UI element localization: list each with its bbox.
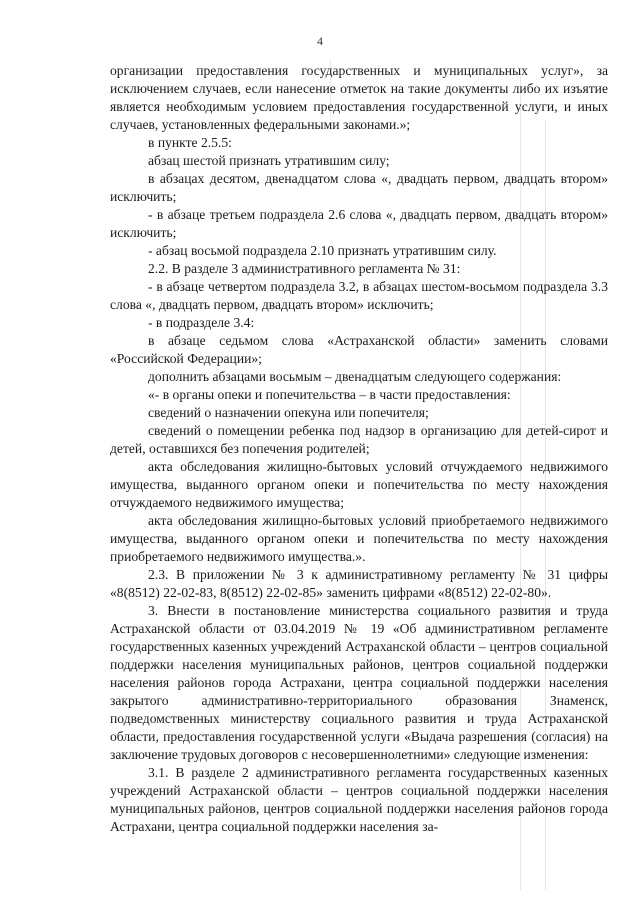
- paragraph: 3.1. В разделе 2 административного регламента государственных казенных учреждений Астраханской области – центров социальной поддержки населения муниципальных районов, центров социальной поддержки населения районов города Астрахани, центра социальной поддержки населения за-: [110, 765, 608, 834]
- paragraph: 2.2. В разделе 3 административного регламента № 31:: [148, 261, 461, 276]
- paragraph: - в подразделе 3.4:: [148, 315, 255, 330]
- paragraph: акта обследования жилищно-бытовых условий отчуждаемого недвижимого имущества, выданного органом опеки и попечительства по месту нахождения отчуждаемого недвижимого имущества;: [110, 459, 608, 510]
- paragraph: в абзаце седьмом слова «Астраханской области» заменить словами «Российской Федерации»;: [110, 333, 608, 366]
- paragraph: абзац шестой признать утратившим силу;: [148, 153, 390, 168]
- paragraph: 2.3. В приложении № 3 к административному регламенту № 31 цифры «8(8512) 22-02-83, 8(8512) 22-02-85» заменить цифрами «8(8512) 22-02-80».: [110, 567, 608, 600]
- paragraph: - абзац восьмой подраздела 2.10 признать утратившим силу.: [148, 243, 497, 258]
- document-body: [110, 62, 608, 836]
- paragraph: в пункте 2.5.5:: [148, 135, 232, 150]
- page-number: 4: [317, 34, 323, 48]
- paragraph: организации предоставления государственных и муниципальных услуг», за исключением случаев, если нанесение отметок на такие документы либо их изъятие является необходимым условием предоставления государственной услуги, и иных случаев, установленных федеральными законами.»;: [110, 63, 608, 132]
- paragraph: сведений о помещении ребенка под надзор в организацию для детей-сирот и детей, оставшихся без попечения родителей;: [110, 423, 608, 456]
- paragraph: сведений о назначении опекуна или попечителя;: [148, 405, 429, 420]
- paragraph: - в абзаце третьем подраздела 2.6 слова «, двадцать первом, двадцать втором» исключить;: [110, 207, 608, 240]
- paragraph: акта обследования жилищно-бытовых условий приобретаемого недвижимого имущества, выданного органом опеки и попечительства по месту нахождения приобретаемого недвижимого имущества.».: [110, 513, 608, 564]
- paragraph: дополнить абзацами восьмым – двенадцатым следующего содержания:: [148, 369, 562, 384]
- paragraph: «- в органы опеки и попечительства – в части предоставления:: [148, 387, 511, 402]
- paragraph: в абзацах десятом, двенадцатом слова «, двадцать первом, двадцать втором» исключить;: [110, 171, 608, 204]
- paragraph: 3. Внести в постановление министерства социального развития и труда Астраханской области от 03.04.2019 № 19 «Об административном регламенте государственных казенных учреждений Астраханской области – центров социальной поддержки населения муниципальных районов, центров социальной поддержки населения районов города Астрахани, центра социальной поддержки населения закрытого административно-территориального образования Знаменск, подведомственных министерству социального развития и труда Астраханской области, предоставления государственной услуги «Выдача разрешения (согласия) на заключение трудовых договоров с несовершеннолетними» следующие изменения:: [110, 603, 608, 762]
- paragraph: - в абзаце четвертом подраздела 3.2, в абзацах шестом-восьмом подраздела 3.3 слова «, двадцать первом, двадцать втором» исключить;: [110, 279, 608, 312]
